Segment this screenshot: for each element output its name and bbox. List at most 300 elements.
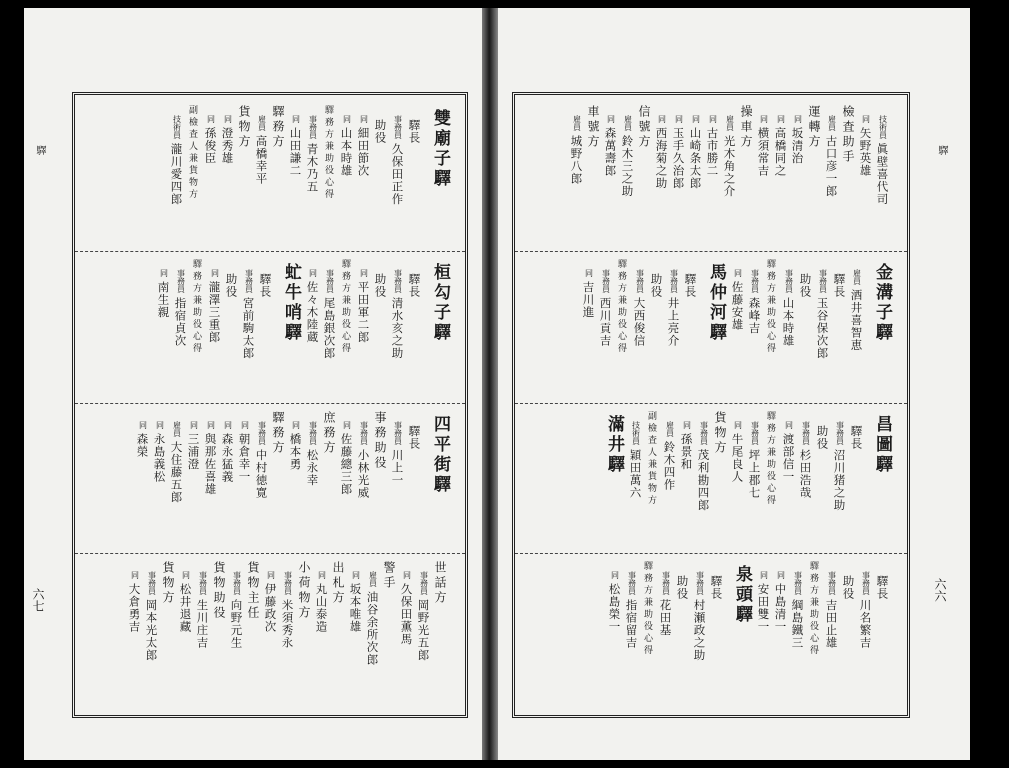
staff-entry: [833, 269, 845, 298]
staff-entry: [825, 115, 837, 198]
staff-entry: [306, 421, 318, 487]
staff-name: 玉谷保次郎: [815, 297, 830, 360]
staff-entry: [816, 269, 828, 360]
staff-entry: [608, 571, 620, 633]
staff-position: 同: [657, 115, 667, 123]
staff-name: 森峰吉: [747, 297, 762, 335]
staff-position: 事務員: [861, 571, 871, 595]
staff-entry: [757, 115, 769, 177]
staff-position: 事務員: [393, 421, 403, 445]
role-heading: 運轉方: [807, 105, 821, 150]
role-heading: 副檢査人兼貨物方: [187, 105, 197, 201]
staff-name: 大住藤五郎: [169, 441, 184, 504]
staff-entry: [225, 269, 237, 298]
staff-position: 同: [776, 571, 786, 579]
staff-entry: [731, 269, 743, 331]
staff-name: 助役: [649, 273, 664, 298]
role-heading: 貨物方: [161, 561, 175, 606]
staff-position: 事務員: [793, 571, 803, 595]
staff-name: 青木乃五: [305, 143, 320, 193]
staff-entry: [408, 269, 420, 298]
staff-position: 同: [776, 115, 786, 123]
staff-entry: [850, 269, 862, 352]
staff-position: 同: [861, 115, 871, 123]
staff-position: 事務員: [325, 269, 335, 293]
staff-name: 花田基: [658, 599, 673, 637]
station-title: 泉頭驛: [732, 565, 752, 625]
role-heading: 副檢査人兼貨物方: [646, 411, 656, 507]
staff-name: 高橋幸平: [254, 135, 269, 185]
staff-position: 雇員: [257, 115, 267, 131]
staff-name: 杉田浩哉: [798, 449, 813, 499]
staff-name: 驛長: [407, 119, 422, 144]
staff-entry: [340, 115, 352, 177]
staff-entry: [625, 571, 637, 649]
staff-name: 小林光威: [356, 449, 371, 499]
staff-name: 清水亥之助: [390, 297, 405, 360]
staff-name: 安田雙一: [756, 583, 771, 633]
staff-position: 同: [189, 421, 199, 429]
staff-entry: [570, 115, 582, 185]
staff-name: 岡本光太郎: [144, 599, 159, 662]
staff-entry: [366, 571, 378, 666]
staff-entry: [289, 421, 301, 471]
role-heading: 小荷物方: [297, 561, 311, 621]
staff-name: 佐々木陸蔵: [305, 281, 320, 344]
staff-name: 久保田正作: [390, 143, 405, 206]
staff-name: 伊藤政次: [263, 583, 278, 633]
station-title: 金溝子驛: [872, 263, 892, 343]
role-heading: 驛務方兼助役心得: [616, 259, 626, 355]
role-heading: 信號方: [637, 105, 651, 150]
staff-entry: [357, 115, 369, 177]
role-heading: 車號方: [586, 105, 600, 150]
staff-name: 中村徳寛: [254, 449, 269, 499]
staff-entry: [187, 421, 199, 471]
staff-position: 同: [733, 421, 743, 429]
right-header-mark: 驛: [936, 145, 947, 155]
staff-entry: [208, 269, 220, 344]
staff-entry: [408, 115, 420, 144]
staff-name: 驛長: [709, 575, 724, 600]
staff-name: 油谷余所次郎: [365, 591, 380, 666]
staff-position: 事務員: [244, 269, 254, 293]
station-title: 虻牛哨驛: [281, 263, 301, 343]
staff-position: 事務員: [784, 269, 794, 293]
staff-position: 雇員: [172, 421, 182, 437]
staff-entry: [306, 115, 318, 193]
staff-name: 井上亮介: [666, 297, 681, 347]
staff-name: 孫俊臣: [203, 127, 218, 165]
staff-entry: [153, 421, 165, 483]
staff-name: 尾島銀次郎: [322, 297, 337, 360]
staff-position: 同: [674, 115, 684, 123]
role-heading: 驛務方兼助役心得: [808, 561, 818, 657]
staff-entry: [659, 571, 671, 637]
staff-entry: [264, 571, 276, 633]
right-band-separator-3: [515, 553, 907, 554]
staff-entry: [255, 115, 267, 185]
staff-name: 驛長: [875, 575, 890, 600]
staff-position: 同: [606, 115, 616, 123]
staff-position: 事務員: [750, 421, 760, 445]
role-heading: 驛務方: [271, 411, 285, 456]
staff-position: 事務員: [835, 421, 845, 445]
staff-position: 事務員: [147, 571, 157, 595]
staff-entry: [621, 115, 633, 198]
staff-name: 坪上郡七: [747, 449, 762, 499]
staff-entry: [255, 421, 267, 499]
staff-position: 事務員: [818, 269, 828, 293]
staff-entry: [323, 269, 335, 360]
staff-position: 事務員: [827, 571, 837, 595]
staff-entry: [391, 269, 403, 360]
role-heading: 出札方: [331, 561, 345, 606]
staff-entry: [816, 421, 828, 450]
staff-entry: [582, 269, 594, 319]
staff-position: 雇員: [623, 115, 633, 131]
staff-entry: [825, 571, 837, 649]
station-title: 昌圖驛: [872, 415, 892, 475]
staff-name: 川上一: [390, 449, 405, 487]
staff-entry: [672, 115, 684, 190]
staff-name: 丸山泰造: [314, 583, 329, 633]
staff-entry: [774, 115, 786, 177]
staff-name: 助役: [373, 119, 388, 144]
role-heading: 驛務方兼助役心得: [765, 411, 775, 507]
staff-name: 細田節次: [356, 127, 371, 177]
staff-name: 鈴木三之助: [620, 135, 635, 198]
staff-entry: [340, 421, 352, 496]
station-title: 桓勾子驛: [430, 263, 450, 343]
staff-position: 雇員: [665, 421, 675, 437]
staff-position: 事務員: [635, 269, 645, 293]
staff-entry: [417, 571, 429, 662]
staff-entry: [650, 269, 662, 298]
staff-name: 坂本唯雄: [348, 583, 363, 633]
staff-position: 同: [759, 115, 769, 123]
staff-entry: [391, 115, 403, 206]
staff-name: 酒井喜智恵: [849, 289, 864, 352]
staff-entry: [374, 269, 386, 298]
staff-position: 同: [708, 115, 718, 123]
staff-name: 中島清一: [773, 583, 788, 633]
staff-name: 澄秀雄: [220, 127, 235, 165]
staff-entry: [174, 269, 186, 347]
right-band-separator-1: [515, 251, 907, 252]
staff-name: 久保田薫馬: [399, 583, 414, 646]
left-band-separator-3: [75, 553, 465, 554]
staff-name: 吉川進: [581, 281, 596, 319]
role-heading: 世話方: [433, 561, 447, 606]
staff-entry: [221, 115, 233, 165]
staff-name: 生川庄吉: [195, 599, 210, 649]
staff-position: 事務員: [176, 269, 186, 293]
right-page-number: 六六: [933, 578, 947, 602]
staff-position: 同: [610, 571, 620, 579]
staff-name: 驛長: [407, 425, 422, 450]
staff-position: 同: [223, 421, 233, 429]
staff-name: 助役: [841, 575, 856, 600]
staff-entry: [731, 421, 743, 483]
book-gutter: [482, 8, 498, 760]
staff-position: 事務員: [308, 115, 318, 139]
staff-position: 技術員: [878, 115, 888, 139]
staff-name: 穎田萬六: [628, 449, 643, 499]
staff-entry: [400, 571, 412, 646]
staff-position: 雇員: [572, 115, 582, 131]
staff-name: 驛長: [683, 273, 698, 298]
staff-position: 事務員: [661, 571, 671, 595]
right-table-frame: [512, 92, 910, 718]
staff-name: 茂利勘四郎: [696, 449, 711, 512]
staff-entry: [757, 571, 769, 633]
staff-position: 雇員: [368, 571, 378, 587]
staff-entry: [684, 269, 696, 298]
staff-position: 同: [308, 269, 318, 277]
staff-name: 横須常吉: [756, 127, 771, 177]
staff-entry: [693, 571, 705, 662]
staff-entry: [242, 269, 254, 360]
staff-name: 牛尾良人: [730, 433, 745, 483]
staff-name: 朝倉幸一: [237, 433, 252, 483]
staff-entry: [349, 571, 361, 633]
staff-position: 事務員: [393, 115, 403, 139]
staff-name: 山本時雄: [339, 127, 354, 177]
staff-position: 事務員: [750, 269, 760, 293]
staff-name: 村瀬政之助: [692, 599, 707, 662]
staff-name: 西海菊之助: [654, 127, 669, 190]
staff-name: 瀧川愛四郎: [169, 143, 184, 206]
staff-name: 森萬壽郎: [603, 127, 618, 177]
staff-entry: [850, 421, 862, 450]
staff-name: 大西俊信: [632, 297, 647, 347]
staff-entry: [876, 115, 888, 206]
staff-position: 事務員: [257, 421, 267, 445]
staff-name: 助役: [815, 425, 830, 450]
staff-name: 渡部信一: [781, 433, 796, 483]
staff-position: 同: [759, 571, 769, 579]
staff-name: 驛長: [258, 273, 273, 298]
staff-entry: [289, 115, 301, 177]
left-band-separator-2: [75, 403, 465, 404]
staff-position: 同: [733, 269, 743, 277]
staff-entry: [157, 269, 169, 319]
staff-name: 平田軍二郎: [356, 281, 371, 344]
staff-position: 同: [317, 571, 327, 579]
staff-name: 眞壁喜代司: [875, 143, 890, 206]
staff-name: 橋本勇: [288, 433, 303, 471]
staff-position: 同: [793, 115, 803, 123]
staff-entry: [706, 115, 718, 177]
staff-entry: [710, 571, 722, 600]
staff-position: 事務員: [393, 269, 403, 293]
staff-position: 雇員: [725, 115, 735, 131]
role-heading: 貨物方: [237, 105, 251, 150]
role-heading: 操車方: [739, 105, 753, 150]
left-table-frame: [72, 92, 468, 718]
staff-entry: [238, 421, 250, 483]
staff-position: 事務員: [801, 421, 811, 445]
staff-entry: [876, 571, 888, 600]
staff-entry: [408, 421, 420, 450]
staff-entry: [221, 421, 233, 483]
staff-name: 佐藤總三郎: [339, 433, 354, 496]
role-heading: 貨物方: [713, 411, 727, 456]
staff-entry: [791, 571, 803, 649]
staff-name: 鈴木四作: [662, 441, 677, 491]
staff-entry: [170, 115, 182, 206]
staff-name: 三浦澄: [186, 433, 201, 471]
staff-name: 指宿貞次: [173, 297, 188, 347]
staff-name: 沼川猪之助: [832, 449, 847, 512]
role-heading: 驛務方: [271, 105, 285, 150]
staff-position: 雇員: [852, 269, 862, 285]
staff-entry: [196, 571, 208, 649]
staff-entry: [629, 421, 641, 499]
staff-entry: [170, 421, 182, 504]
staff-position: 事務員: [359, 421, 369, 445]
staff-position: 事務員: [232, 571, 242, 595]
staff-name: 綱島鐵三: [790, 599, 805, 649]
staff-position: 同: [359, 115, 369, 123]
staff-entry: [663, 421, 675, 491]
role-heading: 事務助役: [373, 411, 387, 471]
staff-position: 同: [210, 269, 220, 277]
staff-entry: [782, 421, 794, 483]
staff-name: 孫景和: [679, 433, 694, 471]
staff-name: 驛長: [832, 273, 847, 298]
staff-entry: [655, 115, 667, 190]
staff-entry: [799, 269, 811, 298]
staff-name: 永島義松: [152, 433, 167, 483]
staff-position: 事務員: [695, 571, 705, 595]
staff-position: 同: [155, 421, 165, 429]
staff-position: 同: [181, 571, 191, 579]
staff-position: 同: [342, 115, 352, 123]
staff-name: 南生親: [156, 281, 171, 319]
staff-entry: [774, 571, 786, 633]
staff-name: 山崎条太郎: [688, 127, 703, 190]
staff-entry: [281, 571, 293, 649]
station-title: 四平街驛: [430, 415, 450, 495]
staff-entry: [859, 115, 871, 177]
staff-position: 同: [266, 571, 276, 579]
role-heading: 警手: [382, 561, 396, 591]
staff-position: 技術員: [172, 115, 182, 139]
staff-entry: [145, 571, 157, 662]
staff-name: 米須秀永: [280, 599, 295, 649]
staff-name: 古口彦一郎: [824, 135, 839, 198]
staff-position: 事務員: [699, 421, 709, 445]
staff-position: 事務員: [601, 269, 611, 293]
left-band-separator-1: [75, 251, 465, 252]
station-title: 雙廟子驛: [430, 109, 450, 189]
staff-entry: [599, 269, 611, 347]
staff-name: 岡野光五郎: [416, 599, 431, 662]
staff-name: 松井退藏: [178, 583, 193, 633]
staff-entry: [782, 269, 794, 347]
staff-name: 高橋同之: [773, 127, 788, 177]
staff-name: 松島榮一: [607, 583, 622, 633]
staff-position: 同: [584, 269, 594, 277]
staff-name: 川名繁吉: [858, 599, 873, 649]
staff-name: 驛長: [407, 273, 422, 298]
staff-entry: [633, 269, 645, 347]
staff-position: 技術員: [631, 421, 641, 445]
staff-name: 光木角之介: [722, 135, 737, 198]
staff-position: 同: [130, 571, 140, 579]
staff-position: 同: [291, 115, 301, 123]
staff-entry: [128, 571, 140, 633]
staff-name: 矢野英雄: [858, 127, 873, 177]
staff-entry: [391, 421, 403, 487]
staff-name: 城野八郎: [569, 135, 584, 185]
staff-position: 同: [240, 421, 250, 429]
staff-name: 森永猛義: [220, 433, 235, 483]
staff-position: 同: [206, 421, 216, 429]
staff-name: 助役: [675, 575, 690, 600]
staff-entry: [306, 269, 318, 344]
staff-entry: [136, 421, 148, 458]
staff-entry: [259, 269, 271, 298]
staff-name: 向野元生: [229, 599, 244, 649]
staff-entry: [357, 421, 369, 499]
staff-entry: [230, 571, 242, 649]
staff-name: 驛長: [849, 425, 864, 450]
staff-name: 助役: [798, 273, 813, 298]
role-heading: 驛務方兼助役心得: [340, 259, 350, 355]
staff-position: 事務員: [198, 571, 208, 595]
staff-position: 事務員: [627, 571, 637, 595]
staff-name: 宮前駒太郎: [241, 297, 256, 360]
right-band-separator-2: [515, 403, 907, 404]
staff-entry: [842, 571, 854, 600]
role-heading: 驛務方兼助役心得: [642, 561, 652, 657]
left-page-number: 六七: [31, 588, 45, 612]
staff-name: 助役: [373, 273, 388, 298]
staff-entry: [204, 421, 216, 496]
staff-entry: [697, 421, 709, 512]
staff-position: 同: [291, 421, 301, 429]
staff-position: 同: [402, 571, 412, 579]
staff-name: 助役: [224, 273, 239, 298]
staff-name: 與那佐喜雄: [203, 433, 218, 496]
staff-name: 佐藤安雄: [730, 281, 745, 331]
staff-position: 同: [223, 115, 233, 123]
role-heading: 驛務方兼助役心得: [323, 105, 333, 201]
staff-position: 事務員: [283, 571, 293, 595]
role-heading: 檢査助手: [841, 105, 855, 165]
staff-name: 指宿留吉: [624, 599, 639, 649]
staff-position: 同: [351, 571, 361, 579]
staff-position: 同: [342, 421, 352, 429]
staff-entry: [179, 571, 191, 633]
staff-position: 雇員: [827, 115, 837, 131]
staff-entry: [791, 115, 803, 165]
staff-name: 松永幸: [305, 449, 320, 487]
staff-name: 西川貢吉: [598, 297, 613, 347]
role-heading: 貨物主任: [246, 561, 260, 621]
staff-name: 坂清治: [790, 127, 805, 165]
staff-entry: [204, 115, 216, 165]
role-heading: 驛務方兼助役心得: [191, 259, 201, 355]
staff-entry: [799, 421, 811, 499]
staff-entry: [859, 571, 871, 649]
role-heading: 庶務方: [322, 411, 336, 456]
staff-entry: [748, 269, 760, 335]
staff-position: 同: [691, 115, 701, 123]
